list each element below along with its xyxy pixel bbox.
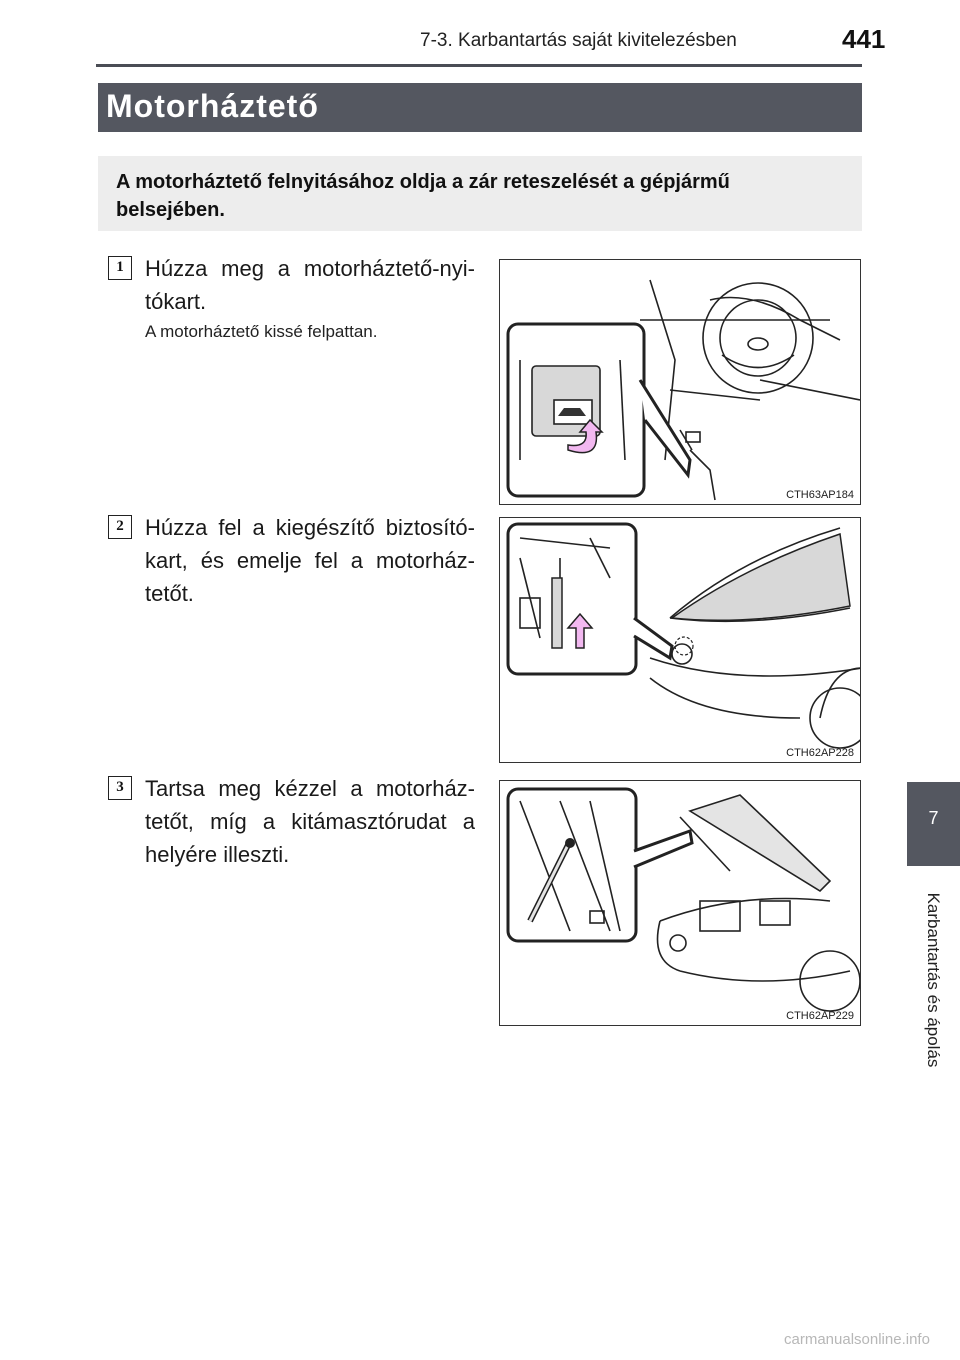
step-2-number: 2	[108, 515, 132, 539]
chapter-number: 7	[928, 808, 939, 828]
auxiliary-catch-illustration	[500, 518, 861, 763]
chapter-label: Karbantartás és ápolás	[924, 892, 943, 1068]
figure-1-code: CTH63AP184	[786, 489, 854, 501]
hood-release-illustration	[500, 260, 861, 505]
intro-box: A motorháztető felnyitásához oldja a zár reteszelését a gépjármű belsejében.	[98, 156, 862, 231]
step-1-note: A motorháztető kissé felpattan.	[145, 322, 378, 341]
figure-2-code: CTH62AP228	[786, 747, 854, 759]
watermark: carmanualsonline.info	[784, 1331, 930, 1348]
figure-auxiliary-catch	[499, 517, 861, 763]
step-3-text: Tartsa meg kézzel a motorház-tetőt, míg a kitámasztórudat a helyére illeszti.	[145, 776, 475, 867]
step-1-text: Húzza meg a motorháztető-nyi-tókart.	[145, 256, 475, 314]
figure-support-rod	[499, 780, 861, 1026]
step-3-number: 3	[108, 776, 132, 800]
step-1-number: 1	[108, 256, 132, 280]
title-bar	[98, 83, 862, 132]
page-title: Motorháztető	[106, 88, 319, 124]
figure-3-code: CTH62AP229	[786, 1010, 854, 1022]
running-header: 7-3. Karbantartás saját kivitelezésben	[420, 30, 737, 51]
page-number: 441	[842, 24, 886, 54]
support-rod-illustration	[500, 781, 861, 1026]
step-2-text: Húzza fel a kiegészítő biztosító-kart, és emelje fel a motorház-tetőt.	[145, 515, 475, 606]
figure-hood-release-lever	[499, 259, 861, 505]
header-rule	[96, 64, 862, 67]
chapter-tab	[907, 782, 960, 866]
